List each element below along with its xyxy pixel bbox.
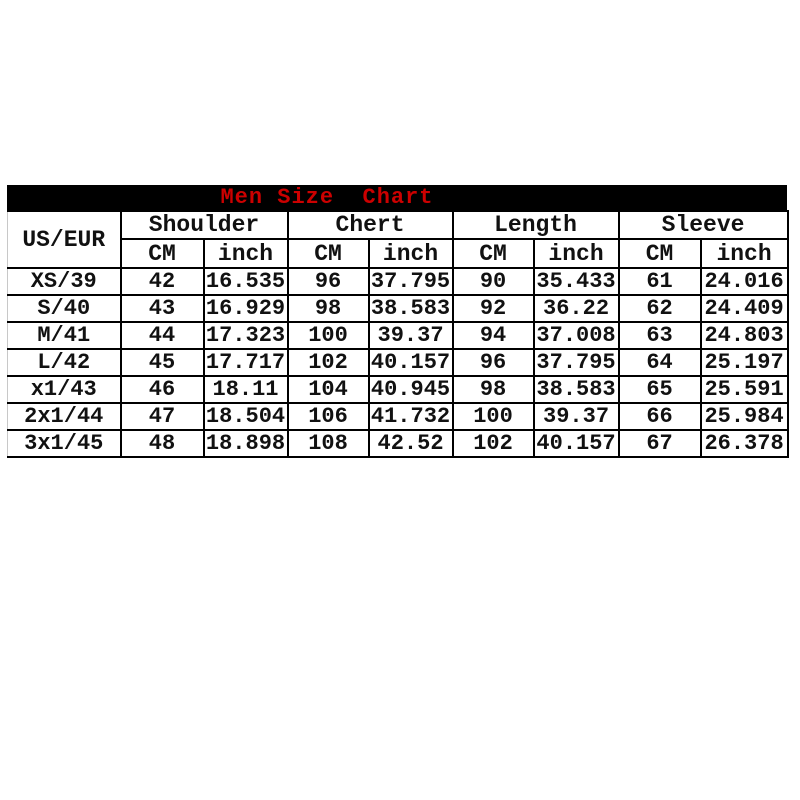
cell-shoulder-inch: 16.929 bbox=[204, 295, 288, 322]
cell-chert-cm: 98 bbox=[288, 295, 369, 322]
size-label: M/41 bbox=[8, 322, 121, 349]
cell-chert-inch: 37.795 bbox=[369, 268, 453, 295]
cell-chert-cm: 100 bbox=[288, 322, 369, 349]
table-row-xs-39 bbox=[8, 268, 788, 295]
cell-sleeve-cm: 61 bbox=[619, 268, 701, 295]
cell-sleeve-inch: 26.378 bbox=[701, 430, 788, 457]
cell-sleeve-inch: 25.197 bbox=[701, 349, 788, 376]
cell-length-inch: 40.157 bbox=[534, 430, 619, 457]
cell-sleeve-cm: 66 bbox=[619, 403, 701, 430]
size-label: x1/43 bbox=[8, 376, 121, 403]
cell-chert-inch: 40.945 bbox=[369, 376, 453, 403]
men-size-chart bbox=[7, 185, 787, 458]
cell-shoulder-cm: 45 bbox=[121, 349, 204, 376]
cell-shoulder-cm: 46 bbox=[121, 376, 204, 403]
cell-length-cm: 102 bbox=[453, 430, 534, 457]
table-row-m-41 bbox=[8, 322, 788, 349]
unit-header-sleeve-inch: inch bbox=[701, 239, 788, 268]
cell-length-cm: 96 bbox=[453, 349, 534, 376]
cell-length-inch: 39.37 bbox=[534, 403, 619, 430]
cell-chert-inch: 41.732 bbox=[369, 403, 453, 430]
cell-length-inch: 36.22 bbox=[534, 295, 619, 322]
size-table bbox=[7, 210, 789, 458]
cell-shoulder-cm: 48 bbox=[121, 430, 204, 457]
group-header-sleeve: Sleeve bbox=[619, 211, 788, 239]
size-label: XS/39 bbox=[8, 268, 121, 295]
cell-chert-inch: 40.157 bbox=[369, 349, 453, 376]
cell-shoulder-inch: 17.717 bbox=[204, 349, 288, 376]
corner-header-us-eur: US/EUR bbox=[8, 211, 121, 268]
cell-length-inch: 35.433 bbox=[534, 268, 619, 295]
cell-length-cm: 90 bbox=[453, 268, 534, 295]
chart-title-bar bbox=[7, 185, 787, 210]
group-header-shoulder: Shoulder bbox=[121, 211, 288, 239]
cell-sleeve-cm: 62 bbox=[619, 295, 701, 322]
cell-chert-inch: 42.52 bbox=[369, 430, 453, 457]
size-label: L/42 bbox=[8, 349, 121, 376]
unit-header-chert-inch: inch bbox=[369, 239, 453, 268]
chart-title: Men Size Chart bbox=[220, 185, 434, 210]
cell-length-inch: 37.008 bbox=[534, 322, 619, 349]
cell-length-cm: 92 bbox=[453, 295, 534, 322]
cell-shoulder-inch: 18.504 bbox=[204, 403, 288, 430]
cell-sleeve-cm: 64 bbox=[619, 349, 701, 376]
cell-chert-inch: 39.37 bbox=[369, 322, 453, 349]
cell-shoulder-cm: 42 bbox=[121, 268, 204, 295]
table-row-3x1-45 bbox=[8, 430, 788, 457]
table-row-2x1-44 bbox=[8, 403, 788, 430]
group-header-chert: Chert bbox=[288, 211, 453, 239]
unit-header-sleeve-cm: CM bbox=[619, 239, 701, 268]
table-row-l-42 bbox=[8, 349, 788, 376]
cell-chert-cm: 104 bbox=[288, 376, 369, 403]
cell-shoulder-cm: 47 bbox=[121, 403, 204, 430]
cell-sleeve-inch: 25.984 bbox=[701, 403, 788, 430]
cell-chert-inch: 38.583 bbox=[369, 295, 453, 322]
cell-sleeve-cm: 67 bbox=[619, 430, 701, 457]
cell-chert-cm: 106 bbox=[288, 403, 369, 430]
cell-length-inch: 37.795 bbox=[534, 349, 619, 376]
group-header-row bbox=[8, 211, 788, 239]
cell-length-cm: 94 bbox=[453, 322, 534, 349]
cell-chert-cm: 96 bbox=[288, 268, 369, 295]
cell-sleeve-inch: 24.803 bbox=[701, 322, 788, 349]
table-row-x1-43 bbox=[8, 376, 788, 403]
cell-chert-cm: 102 bbox=[288, 349, 369, 376]
table-row-s-40 bbox=[8, 295, 788, 322]
cell-shoulder-inch: 18.898 bbox=[204, 430, 288, 457]
cell-sleeve-cm: 65 bbox=[619, 376, 701, 403]
cell-shoulder-cm: 43 bbox=[121, 295, 204, 322]
group-header-length: Length bbox=[453, 211, 619, 239]
cell-sleeve-inch: 25.591 bbox=[701, 376, 788, 403]
size-label: 3x1/45 bbox=[8, 430, 121, 457]
cell-length-cm: 100 bbox=[453, 403, 534, 430]
unit-header-length-inch: inch bbox=[534, 239, 619, 268]
cell-shoulder-inch: 17.323 bbox=[204, 322, 288, 349]
cell-sleeve-inch: 24.409 bbox=[701, 295, 788, 322]
cell-chert-cm: 108 bbox=[288, 430, 369, 457]
unit-header-shoulder-inch: inch bbox=[204, 239, 288, 268]
cell-sleeve-cm: 63 bbox=[619, 322, 701, 349]
unit-header-row bbox=[8, 239, 788, 268]
cell-length-inch: 38.583 bbox=[534, 376, 619, 403]
cell-length-cm: 98 bbox=[453, 376, 534, 403]
cell-sleeve-inch: 24.016 bbox=[701, 268, 788, 295]
cell-shoulder-inch: 16.535 bbox=[204, 268, 288, 295]
cell-shoulder-cm: 44 bbox=[121, 322, 204, 349]
cell-shoulder-inch: 18.11 bbox=[204, 376, 288, 403]
unit-header-shoulder-cm: CM bbox=[121, 239, 204, 268]
size-label: 2x1/44 bbox=[8, 403, 121, 430]
size-label: S/40 bbox=[8, 295, 121, 322]
unit-header-length-cm: CM bbox=[453, 239, 534, 268]
unit-header-chert-cm: CM bbox=[288, 239, 369, 268]
